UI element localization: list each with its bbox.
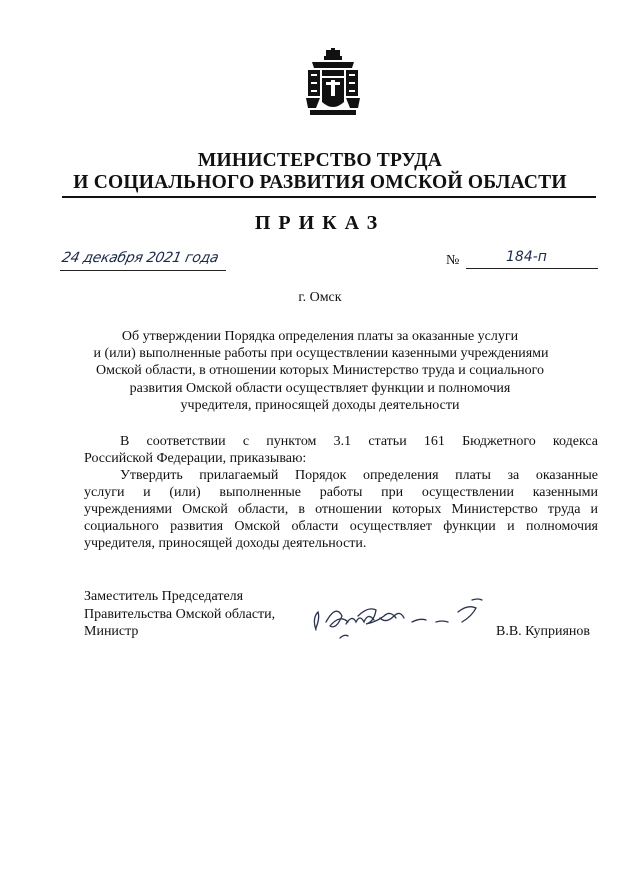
body-line: Утвердить прилагаемый Порядок определения платы за оказанные <box>120 468 598 483</box>
handwritten-document-number: 184-п <box>506 249 547 265</box>
body-line: Российской Федерации, приказываю: <box>84 451 307 466</box>
document-title: ПРИКАЗ <box>254 212 386 234</box>
number-underline <box>466 268 598 269</box>
number-label: № <box>446 253 460 268</box>
subject-line: и (или) выполненные работы при осуществлении казенными учреждениями <box>93 346 549 361</box>
date-underline <box>60 270 226 271</box>
signatory-position-line: Министр <box>84 624 139 639</box>
signatory-position-line: Заместитель Председателя <box>84 589 244 604</box>
body-line: В соответствии с пунктом 3.1 статьи 161 Бюджетного кодекса <box>120 434 598 449</box>
organization-name-line2: И СОЦИАЛЬНОГО РАЗВИТИЯ ОМСКОЙ ОБЛАСТИ <box>73 172 567 193</box>
subject-line: учредителя, приносящей доходы деятельности <box>180 398 460 413</box>
body-line: учредителя, приносящей доходы деятельности. <box>84 536 367 551</box>
handwritten-date: 24 декабря 2021 года <box>60 250 220 266</box>
subject-line: развития Омской области осуществляет функции и полномочия <box>129 381 511 396</box>
organization-name-line1: МИНИСТЕРСТВО ТРУДА <box>197 150 443 171</box>
signer-name: В.В. Куприянов <box>496 624 590 639</box>
signatory-position-line: Правительства Омской области, <box>84 607 276 622</box>
header-divider <box>62 196 596 198</box>
coat-of-arms-emblem-icon <box>302 48 364 118</box>
subject-line: Омской области, в отношении которых Министерство труда и социального <box>96 363 544 378</box>
handwritten-signature-icon <box>306 592 492 646</box>
body-line: учреждениями Омской области, в отношении которых Министерство труда и <box>84 502 598 517</box>
subject-line: Об утверждении Порядка определения платы за оказанные услуги <box>121 329 519 344</box>
body-line: социального развития Омской области осуществляет функции и полномочия <box>84 519 598 534</box>
body-line: услуги и (или) выполненные работы при осуществлении казенными <box>84 485 598 500</box>
city-line: г. Омск <box>298 290 342 305</box>
